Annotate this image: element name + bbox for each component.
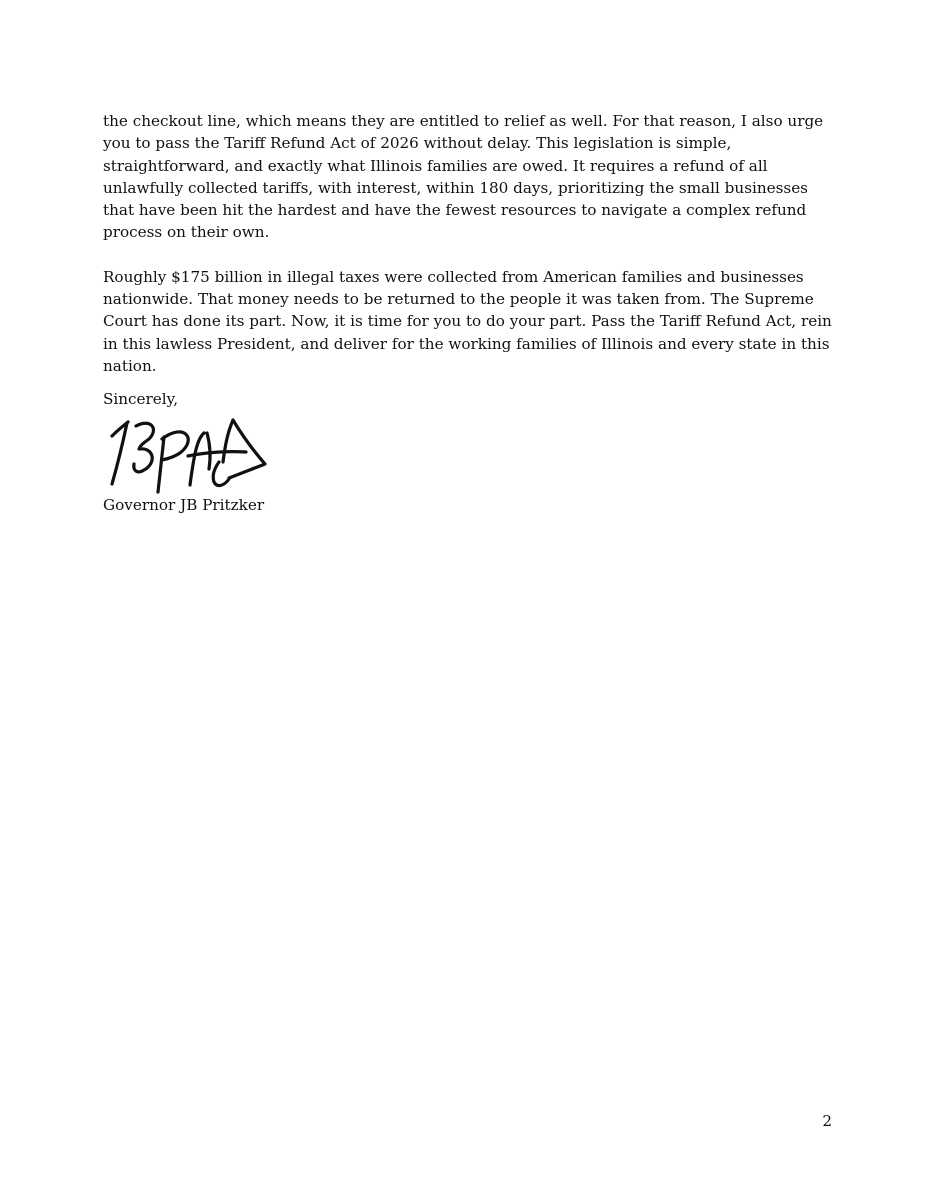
handwritten-signature (106, 408, 276, 496)
letter-body (103, 110, 838, 399)
signer-name: Governor JB Pritzker (103, 496, 265, 514)
page-number: 2 (822, 1112, 832, 1130)
body-paragraph-1: the checkout line, which means they are entitled to relief as well. For that reason, I also urge you to pass the Tariff Refund Act of 2026 without delay. This legislation is simple, straightforward, and exactly what Illinois families are owed. It requires a refund of all unlawfully collected tariffs, with interest, within 180 days, prioritizing the small businesses that have been hit the hardest and have the fewest resources to navigate a complex refund process on their own. (103, 112, 824, 242)
closing-salutation: Sincerely, (103, 390, 179, 408)
body-paragraph-2: Roughly $175 billion in illegal taxes were collected from American families and businesses nationwide. That money needs to be returned to the people it was taken from. The Supreme Court has done its part. Now, it is time for you to do your part. Pass the Tariff Refund Act, rein in this lawless President, and deliver for the working families of Illinois and every state in this nation. (103, 267, 832, 375)
